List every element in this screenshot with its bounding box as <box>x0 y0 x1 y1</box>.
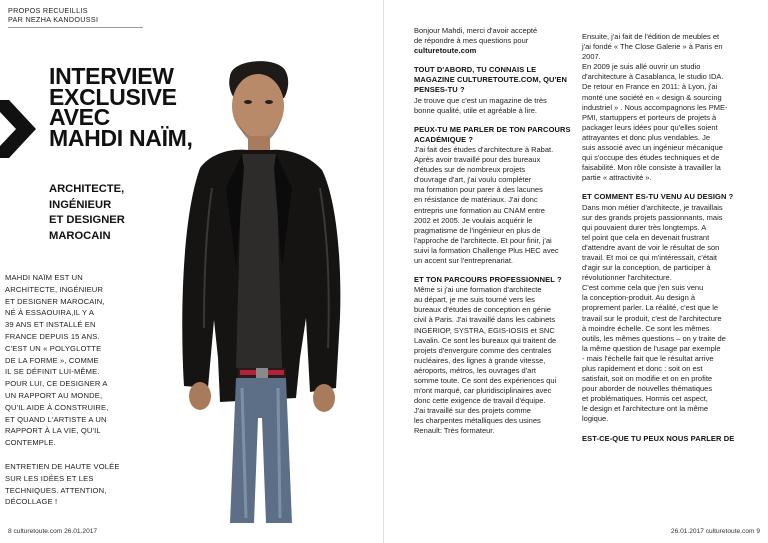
answer-line: d'architecture à Casablanca, le studio IDA. <box>582 72 724 82</box>
answer-line: de répondre à mes questions pour <box>414 36 529 46</box>
answer-line: De retour en France en 2011: à Lyon, j'ai <box>582 82 718 92</box>
answer-line: suivi la formation Challenge Plus HEC avec <box>414 245 559 255</box>
answer-line: le design et l'architecture ont la même <box>582 404 709 414</box>
intro-line: SUR LES IDÉES ET LES <box>5 473 94 483</box>
answer-line: j'ai fondé « The Close Galerie » à Paris en <box>582 42 723 52</box>
intro-line: QU'IL AIDE À CONSTRUIRE, <box>5 402 109 412</box>
question-line: PENSES-TU ? <box>414 85 465 95</box>
intro-line: DE LA FORME », COMME <box>5 355 99 365</box>
answer-line: tel point que cela en devenait frustrant <box>582 232 710 242</box>
paragraph-gap <box>582 425 752 434</box>
answer-line: proprement parler. La réalité, c'est que le <box>582 303 719 313</box>
intro-line: RAPPORT À LA VIE, QU'IL <box>5 426 101 436</box>
answer-line: projets d'envergure comme des centrales <box>414 345 552 355</box>
subhead-line: ARCHITECTE, <box>49 183 125 195</box>
answer-line: partie « attractivité ». <box>582 173 652 183</box>
answer-line: d'agir sur la conception, de participer à <box>582 263 711 273</box>
paragraph-gap <box>582 183 752 192</box>
paragraph-gap <box>414 56 569 65</box>
answer-line: donc cette exigence de travail d'équipe. <box>414 396 546 406</box>
answer-line: - mais l'échelle fait que le résultat arrive <box>582 353 714 363</box>
article-subhead <box>49 182 125 244</box>
subhead-line: MAROCAIN <box>49 229 111 242</box>
answer-line: J'ai travaillé sur des projets comme <box>414 406 531 416</box>
answer-line: 2002 et 2005. Je voulais acquérir le <box>414 215 533 225</box>
headline-line: AVEC <box>49 104 110 130</box>
byline-divider <box>8 27 143 28</box>
subhead-line: INGÉNIEUR <box>49 198 112 211</box>
answer-line: révolutionner l'architecture. <box>582 273 672 283</box>
intro-line: 39 ANS ET INSTALLÉ EN <box>5 320 96 330</box>
byline-line: PAR NEZHA KANDOUSSI <box>8 14 99 24</box>
question-line: culturetoute.com <box>414 46 477 56</box>
headline-line: INTERVIEW <box>49 63 174 89</box>
answer-line: C'est comme cela que j'en suis venu <box>582 283 704 293</box>
answer-line: Même si j'ai une formation d'architecte <box>414 285 542 295</box>
answer-line: sur des grands projets passionnants, mais <box>582 212 723 222</box>
answer-line: logique. <box>582 414 609 424</box>
answer-line: qui pouvaient durer très longtemps. A <box>582 222 707 232</box>
article-column-left <box>414 26 569 437</box>
answer-line: aéroports, métros, les ouvrages d'art <box>414 365 536 375</box>
answer-line: Après avoir travaillé pour des bureaux <box>414 155 541 165</box>
answer-line: travail. Et moi ce qui m'intéressait, c'était <box>582 252 717 262</box>
intro-line: MAHDI NAÏM EST UN <box>5 273 83 282</box>
question-line: ACADÉMIQUE ? <box>414 134 474 144</box>
intro-line: DÉCOLLAGE ! <box>5 497 58 507</box>
answer-line: industriel » . Nous accompagnons les PME- <box>582 102 728 112</box>
answer-line: d'attendre avant de voir le résultat de son <box>582 242 720 252</box>
answer-line: suis associé avec un ingénieur mécanique <box>582 143 723 153</box>
intro-line: ET DESIGNER MAROCAIN, <box>5 296 105 306</box>
answer-line: les charpentes métalliques des usines <box>414 416 541 426</box>
intro-line: ENTRETIEN DE HAUTE VOLÉE <box>5 461 120 471</box>
paragraph-gap <box>414 116 569 125</box>
headline-line: EXCLUSIVE <box>49 83 177 110</box>
intro-line: POUR LUI, CE DESIGNER A <box>5 379 108 389</box>
intro-line: ET QUAND L'ARTISTE A UN <box>5 414 107 424</box>
answer-line: d'ouvrage d'art, j'ai voulu compléter <box>414 175 532 185</box>
intro-paragraph <box>5 272 165 508</box>
question-line: EST-CE-QUE TU PEUX NOUS PARLER DE <box>582 433 735 443</box>
intro-line: CONTEMPLE. <box>5 438 56 448</box>
answer-line: plus rapidement et donc : soit on est <box>582 364 703 373</box>
answer-line: En 2009 je suis allé ouvrir un studio <box>582 62 701 72</box>
answer-line: Lavalin. Ce sont les bureaux qui traitent de <box>414 335 557 345</box>
answer-line: INGERIOP, SYSTRA, EGIS-IOSIS et SNC <box>414 325 555 335</box>
answer-line: bonne qualité, utile et agréable à lire. <box>414 105 538 115</box>
byline <box>8 7 98 24</box>
answer-line: travail sur le produit, c'est de l'architecture <box>582 313 722 323</box>
answer-line: entrepris une formation au CNAM entre <box>414 205 545 215</box>
answer-line: bureaux d'études de conception en génie <box>414 305 551 315</box>
answer-line: packager leurs idées pour qu'elles soient <box>582 122 718 132</box>
page-folio: 8 culturetoute.com 26.01.2017 <box>8 528 98 535</box>
intro-line: NÉ À ESSAOUIRA,IL Y A <box>5 308 95 318</box>
answer-line: m'ont marqué, car pluridisciplinaires avec <box>414 386 552 396</box>
question-line: TOUT D'ABORD, TU CONNAIS LE <box>414 65 537 75</box>
answer-line: pragmatisme de l'ingénieur en plus de <box>414 225 541 235</box>
intro-line: C'EST UN « POLYGLOTTE <box>5 343 102 353</box>
answer-line: la conception-produit. Au design à <box>582 293 695 303</box>
answer-line: civil à Paris. J'ai travaillé dans les cabinets <box>414 315 556 325</box>
answer-line: un accent sur l'entreprenariat. <box>414 255 513 265</box>
question-line: ET COMMENT ES-TU VENU AU DESIGN ? <box>582 192 734 202</box>
answer-line: outils, les mêmes questions – on y traite de <box>582 333 726 343</box>
portrait-photo <box>160 58 366 523</box>
answer-line: à moindre échelle. Ce sont les mêmes <box>582 323 710 333</box>
intro-line: UN RAPPORT AU MONDE, <box>5 390 103 400</box>
intro-line: TECHNIQUES. ATTENTION, <box>5 485 107 495</box>
article-column-right <box>582 32 752 444</box>
answer-line: attrayantes et donc plus vendables. Je <box>582 132 710 142</box>
paragraph-gap <box>414 266 569 275</box>
chevron-right-icon <box>0 100 36 158</box>
answer-line: faisabilité. Mon rôle consiste à travailler la <box>582 163 721 173</box>
answer-line: satisfait, soit on modifie et on en profite <box>582 374 713 384</box>
answer-line: Je trouve que c'est un magazine de très <box>414 95 547 105</box>
answer-line: en résistance de matériaux. J'ai donc <box>414 195 538 205</box>
answer-line: qui s'occupe des études techniques et de <box>582 153 720 163</box>
right-page <box>384 0 768 543</box>
answer-line: au départ, je me suis tourné vers les <box>414 295 535 305</box>
answer-line: J'ai fait des études d'architecture à Rabat. <box>414 144 554 154</box>
answer-line: l'approche de l'architecte. Et pour finir, j'ai <box>414 235 552 245</box>
answer-line: ma formation pour parer à des lacunes <box>414 185 543 195</box>
answer-line: somme toute. Ce sont des expériences qui <box>414 376 557 385</box>
subhead-line: ET DESIGNER <box>49 214 125 226</box>
answer-line: Renault: Très formateur. <box>414 426 495 436</box>
answer-line: la même question de l'usage par exemple <box>582 343 721 353</box>
paragraph-gap <box>5 449 165 461</box>
answer-line: Bonjour Mahdi, merci d'avoir accepté <box>414 26 538 35</box>
answer-line: pour aborder de nouvelles thématiques <box>582 384 713 394</box>
byline-line: PROPOS RECUEILLIS <box>8 6 88 15</box>
answer-line: PMI, startuppers et porteurs de projets à <box>582 112 717 122</box>
intro-line: ARCHITECTE, INGÉNIEUR <box>5 284 104 294</box>
headline-line: MAHDI NAÏM, <box>49 124 193 151</box>
question-line: PEUX-TU ME PARLER DE TON PARCOURS <box>414 124 571 134</box>
answer-line: d'études sur de nombreux projets <box>414 165 526 175</box>
intro-line: FRANCE DEPUIS 15 ANS. <box>5 331 100 341</box>
intro-line: IL SE DÉFINIT LUI-MÊME. <box>5 367 100 377</box>
question-line: MAGAZINE CULTURETOUTE.COM, QU'EN <box>414 75 568 85</box>
answer-line: et problématiques. Hormis cet aspect, <box>582 394 708 404</box>
answer-line: Ensuite, j'ai fait de l'édition de meubles et <box>582 32 720 41</box>
answer-line: nucléaires, des lignes à grande vitesse, <box>414 355 546 365</box>
page-folio: 26.01.2017 culturetoute.com 9 <box>670 528 760 535</box>
answer-line: Dans mon métier d'architecte, je travaillais <box>582 202 723 212</box>
question-line: ET TON PARCOURS PROFESSIONNEL ? <box>414 275 562 285</box>
answer-line: 2007. <box>582 52 601 62</box>
answer-line: monté une société en « design & sourcing <box>582 92 722 102</box>
